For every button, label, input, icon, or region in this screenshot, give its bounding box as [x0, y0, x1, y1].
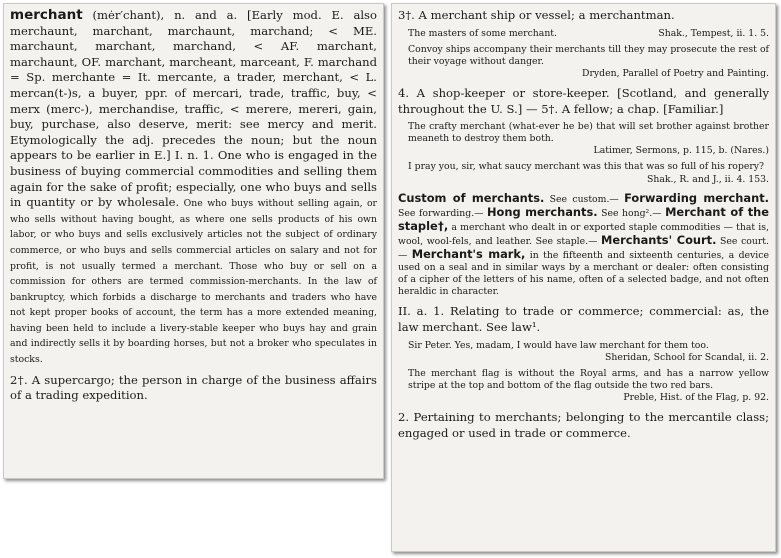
- adjective-sense-1: II. a. 1. Relating to trade or commerce; commercial: as, the law merchant. See law¹.: [398, 304, 769, 334]
- left-column-text: [10, 8, 377, 404]
- quote-source: Shak., R. and J., ii. 4. 153.: [647, 173, 769, 185]
- right-dictionary-column: [391, 3, 776, 552]
- phrase-ref: See custom.—: [544, 193, 625, 205]
- compound-phrases: [398, 192, 769, 299]
- headword: merchant: [10, 7, 83, 23]
- quote-tempest: [408, 28, 769, 40]
- phrase-definition: in the fifteenth and sixteenth centuries, a device used on a seal and in similar ways by a merchant or dealer: often consisting of a cipher of the letters of his name, often of a selected badge, and not often heraldic in character.: [398, 250, 769, 298]
- quote-romeo-juliet: I pray you, sir, what saucy merchant was this that was so full of his ropery?: [408, 161, 765, 173]
- phrase-definition: a merchant who dealt in or exported staple commodities — that is, wool, wool-fels, and leather. See staple.—: [398, 221, 769, 247]
- quote-dryden: Convoy ships accompany their merchants till they may prosecute the rest of their voyage without danger.: [408, 43, 769, 67]
- quote-source: Shak., Tempest, ii. 1. 5.: [658, 27, 769, 39]
- phrase-forwarding-merchant: Forwarding merchant.: [624, 190, 769, 205]
- quote-source: Preble, Hist. of the Flag, p. 92.: [623, 391, 769, 403]
- sense-2-paragraph: 2†. A supercargo; the person in charge of the business affairs of a trading expedition.: [10, 372, 377, 403]
- phrase-merchants-mark: Merchant's mark,: [411, 247, 526, 261]
- phrase-merchants-court: Merchants' Court.: [601, 232, 717, 247]
- quote-sheridan: Sir Peter. Yes, madam, I would have law merchant for them too.: [408, 339, 709, 351]
- phrase-ref: See hong².—: [597, 207, 666, 219]
- etymology-and-sense-1: (mėr′chant), n. and a. [Early mod. E. also merchaunt, marchant, marchaunt, marchand; < ME. marchaunt, marchant, marchand, < AF. marchant, marchaunt, OF. marchant, marcheant, marceant, F. marchand = Sp. merchante = It. mercante, a trader, merchant, < L. mercan(t-)s, a buyer, ppr. of mercari, trade, traffic, buy, < merx (merc-), merchandise, traffic, < merere, mereri, gain, buy, purchase, also deserve, merit: see mercy and merit. Etymologically the adj. precedes the noun; but the noun appears to be earlier in E.] I. n. 1. One who is engaged in the business of buying commercial commodities and selling them again for the sake of profit; especially, one who buys and sells in quantity or by wholesale.: [10, 8, 377, 210]
- sense-4-and-5: 4. A shop-keeper or store-keeper. [Scotland, and generally throughout the U. S.] — 5†. A fellow; a chap. [Familiar.]: [398, 85, 769, 116]
- quote-preble: The merchant flag is without the Royal arms, and has a narrow yellow stripe at the top and bottom of the flag outside the two red bars.: [408, 367, 769, 391]
- merchant-definition-paragraph: [10, 8, 377, 367]
- right-column-text: [398, 8, 769, 441]
- phrase-hong-merchants: Hong merchants.: [486, 204, 598, 219]
- phrase-merchant-of-the-staple: Merchant of the staple†,: [398, 204, 769, 233]
- quote-latimer: The crafty merchant (what-ever he be) that will set brother against brother meaneth to destroy them both.: [408, 121, 769, 145]
- phrase-custom-of-merchants: Custom of merchants.: [398, 190, 545, 205]
- quote-source: Dryden, Parallel of Poetry and Painting.: [582, 67, 769, 79]
- adjective-sense-2: 2. Pertaining to merchants; belonging to the mercantile class; engaged or used in trade or commerce.: [398, 410, 769, 440]
- sense-3: 3†. A merchant ship or vessel; a merchantman.: [398, 8, 675, 22]
- quote-text: The masters of some merchant.: [408, 27, 557, 39]
- left-dictionary-column: [3, 3, 384, 479]
- phrase-ref: See forwarding.—: [398, 207, 487, 219]
- quote-source: Sheridan, School for Scandal, ii. 2.: [604, 351, 769, 363]
- sense-1-note: One who buys without selling again, or who sells without having bought, as where one sells products of his own labor, or who buys and sells exclusively articles not the subject of ordinary commerce, or who buys and sells commercial articles on salary and not for profit, is not usually termed a merchant. Those who buy or sell on a commission for others are termed commission-merchants. In the law of bankruptcy, which forbids a discharge to merchants and traders who have not kept proper books of account, the term has a more extended meaning, having been held to include a livery-stable keeper who buys hay and grain and indirectly sells it by boarding horses, but not a broker who speculates in stocks.: [10, 198, 377, 366]
- phrase-ref: See court.—: [398, 235, 769, 261]
- quote-source: Latimer, Sermons, p. 115, b. (Nares.): [593, 145, 769, 157]
